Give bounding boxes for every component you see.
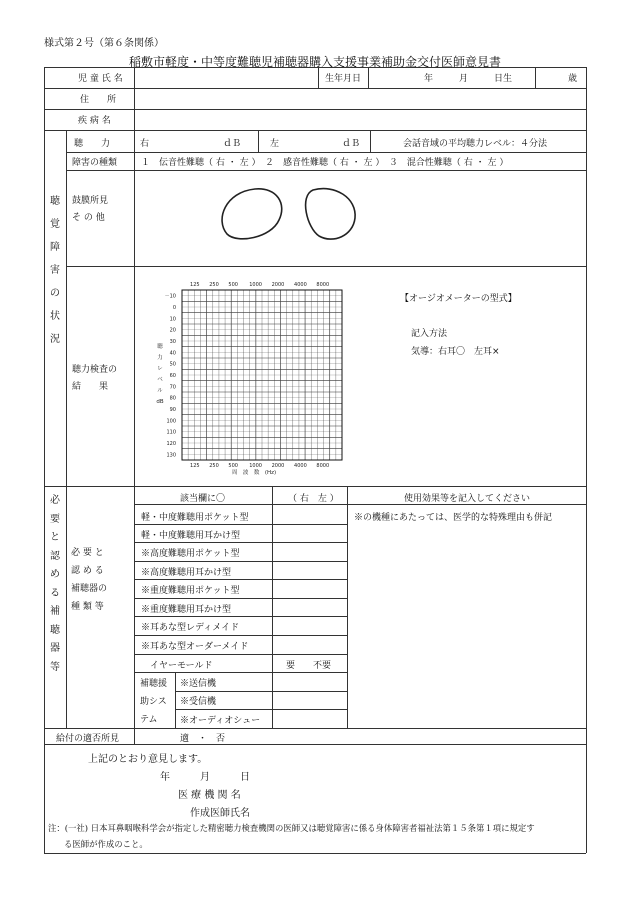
address-label: 住 所 xyxy=(80,95,117,105)
level-tick-label: 90 xyxy=(169,407,176,413)
level-tick-label: 50 xyxy=(169,361,176,368)
level-tick-label: 100 xyxy=(166,418,176,425)
level-tick-label: 80 xyxy=(169,395,176,402)
effect-column-header: 使用効果等を記入してください xyxy=(404,494,531,504)
name-label: 児 童 氏 名 xyxy=(78,74,123,84)
test-label: 聴力検査の xyxy=(72,365,118,375)
frequency-tick-label: 2000 xyxy=(271,282,285,288)
system-item: ※オーディオシュー xyxy=(180,716,261,726)
earmold-options: 要 不要 xyxy=(286,661,332,671)
db-unit-left: ｄＢ xyxy=(342,139,361,149)
level-tick-label: 20 xyxy=(169,327,176,334)
eardrum-label: 鼓膜所見 xyxy=(72,196,109,206)
aid-item: ※重度難聴用耳かけ型 xyxy=(141,605,232,615)
year-label: 年 xyxy=(424,74,434,84)
disease-label: 疾 病 名 xyxy=(78,116,111,126)
footnote-line-1: 注：(一社) 日本耳鼻咽喉科学会が指定した精密聴力検査機関の医師又は聴覚障害に係る身体障害者福祉法第１５条第１項に規定す xyxy=(48,823,535,833)
y-axis-label: dB xyxy=(156,399,164,405)
footnote-line-2: る医師が作成のこと。 xyxy=(64,839,148,849)
average-note: 会話音域の平均聴力レベル：４分法 xyxy=(403,139,548,149)
aid-side-label: 必 要 と 認 め る 補 聴 器 等 xyxy=(50,495,60,673)
right-ear-label: 右 xyxy=(140,139,150,149)
birth-label: 生年月日 xyxy=(325,74,362,84)
system-label-1: 補聴援 xyxy=(140,679,168,689)
level-tick-label: 110 xyxy=(166,429,176,436)
frequency-tick-label: 8000 xyxy=(316,282,330,288)
applicable-column-header: 該当欄に〇 xyxy=(180,494,226,504)
audiometer-type-label: 【オージオメーターの型式】 xyxy=(400,294,517,304)
doctor-name-label: 作成医師氏名 xyxy=(190,808,250,819)
level-tick-label: －10 xyxy=(164,293,176,300)
special-reason-note: ※の機種にあたっては、医学的な特殊理由も併記 xyxy=(354,513,553,523)
result-label: 結 果 xyxy=(72,382,109,392)
left-right-column-header: （ 右 左 ） xyxy=(288,494,339,504)
frequency-tick-label: 500 xyxy=(228,463,238,469)
aid-item: ※重度難聴用ポケット型 xyxy=(141,586,240,596)
form-id: 様式第２号（第６条関係） xyxy=(44,38,164,49)
frequency-tick-label: 8000 xyxy=(316,463,330,469)
right-eardrum-outline xyxy=(222,189,282,239)
aid-item: ※高度難聴用耳かけ型 xyxy=(141,568,232,578)
level-tick-label: 70 xyxy=(169,384,176,391)
date-line: 年 月 日 xyxy=(160,772,250,783)
aid-type-label-2: 認 め る xyxy=(71,566,104,576)
y-axis-label: 聴 xyxy=(157,344,163,350)
entry-method-label: 記入方法 xyxy=(411,329,448,339)
aid-item: ※耳あな型レディメイド xyxy=(141,623,240,633)
aid-type-label-3: 補聴器の xyxy=(71,584,108,594)
hearing-side-label: 聴 覚 障 害 の 状 況 xyxy=(50,196,60,345)
level-tick-label: 30 xyxy=(169,339,176,345)
born-day-label: 日生 xyxy=(494,74,513,84)
page-title: 稲敷市軽度・中等度難聴児補聴器購入支援事業補助金交付医師意見書 xyxy=(128,55,501,69)
other-label: そ の 他 xyxy=(72,213,105,223)
frequency-tick-label: 1000 xyxy=(249,463,262,469)
earmold-label: イヤーモールド xyxy=(150,661,213,671)
aid-item: 軽・中度難聴用耳かけ型 xyxy=(141,531,241,541)
benefit-value: 適 ・ 否 xyxy=(180,734,226,744)
y-axis-label: 力 xyxy=(157,355,163,361)
benefit-label: 給付の適否所見 xyxy=(56,734,120,744)
aid-type-label-1: 必 要 と xyxy=(71,548,104,558)
frequency-tick-label: 4000 xyxy=(294,282,307,288)
aid-item: ※耳あな型オーダーメイド xyxy=(141,642,249,652)
frequency-tick-label: 125 xyxy=(190,463,200,469)
frequency-tick-label: 2000 xyxy=(271,463,285,469)
system-item: ※送信機 xyxy=(180,679,217,689)
disorder-type-label: 障害の種類 xyxy=(72,158,118,168)
aid-item: 軽・中度難聴用ポケット型 xyxy=(141,513,249,523)
level-tick-label: 120 xyxy=(166,441,176,447)
month-label: 月 xyxy=(459,74,469,84)
level-tick-label: 0 xyxy=(172,305,176,311)
frequency-tick-label: 250 xyxy=(209,463,219,469)
frequency-tick-label: 1000 xyxy=(249,282,262,288)
frequency-tick-label: 500 xyxy=(228,282,238,288)
db-unit-right: ｄＢ xyxy=(223,139,242,149)
level-tick-label: 40 xyxy=(169,350,176,357)
frequency-tick-label: 4000 xyxy=(294,463,307,469)
y-axis-label: レ xyxy=(157,366,163,372)
left-ear-label: 左 xyxy=(270,139,280,149)
institution-label: 医 療 機 関 名 xyxy=(178,790,241,801)
age-label: 歳 xyxy=(568,74,578,84)
hearing-label: 聴 力 xyxy=(74,139,111,149)
frequency-tick-label: 250 xyxy=(209,282,219,288)
aid-type-label-4: 種 類 等 xyxy=(71,602,104,612)
y-axis-label: ル xyxy=(157,388,163,394)
audiogram-chart xyxy=(140,278,370,478)
system-label-3: テム xyxy=(140,715,158,725)
symbol-legend: 気導：右耳〇 左耳× xyxy=(411,347,500,357)
left-eardrum-outline xyxy=(306,189,356,240)
statement-text: 上記のとおり意見します。 xyxy=(88,754,208,765)
y-axis-label: ベ xyxy=(157,377,163,383)
system-item: ※受信機 xyxy=(180,697,217,707)
eardrum-diagram xyxy=(215,184,365,246)
system-label-2: 助シス xyxy=(140,697,167,707)
x-axis-label: 周 波 数 (Hz) xyxy=(231,470,277,476)
disorder-type-options: １ 伝音性難聴（ 右 ・ 左 ） ２ 感音性難聴（ 右 ・ 左 ） ３ 混合性難聴（ 右 ・ 左 ） xyxy=(141,158,509,168)
aid-item: ※高度難聴用ポケット型 xyxy=(141,549,240,559)
level-tick-label: 10 xyxy=(169,316,176,323)
frequency-tick-label: 125 xyxy=(190,282,200,288)
level-tick-label: 60 xyxy=(169,373,176,379)
level-tick-label: 130 xyxy=(166,452,176,459)
